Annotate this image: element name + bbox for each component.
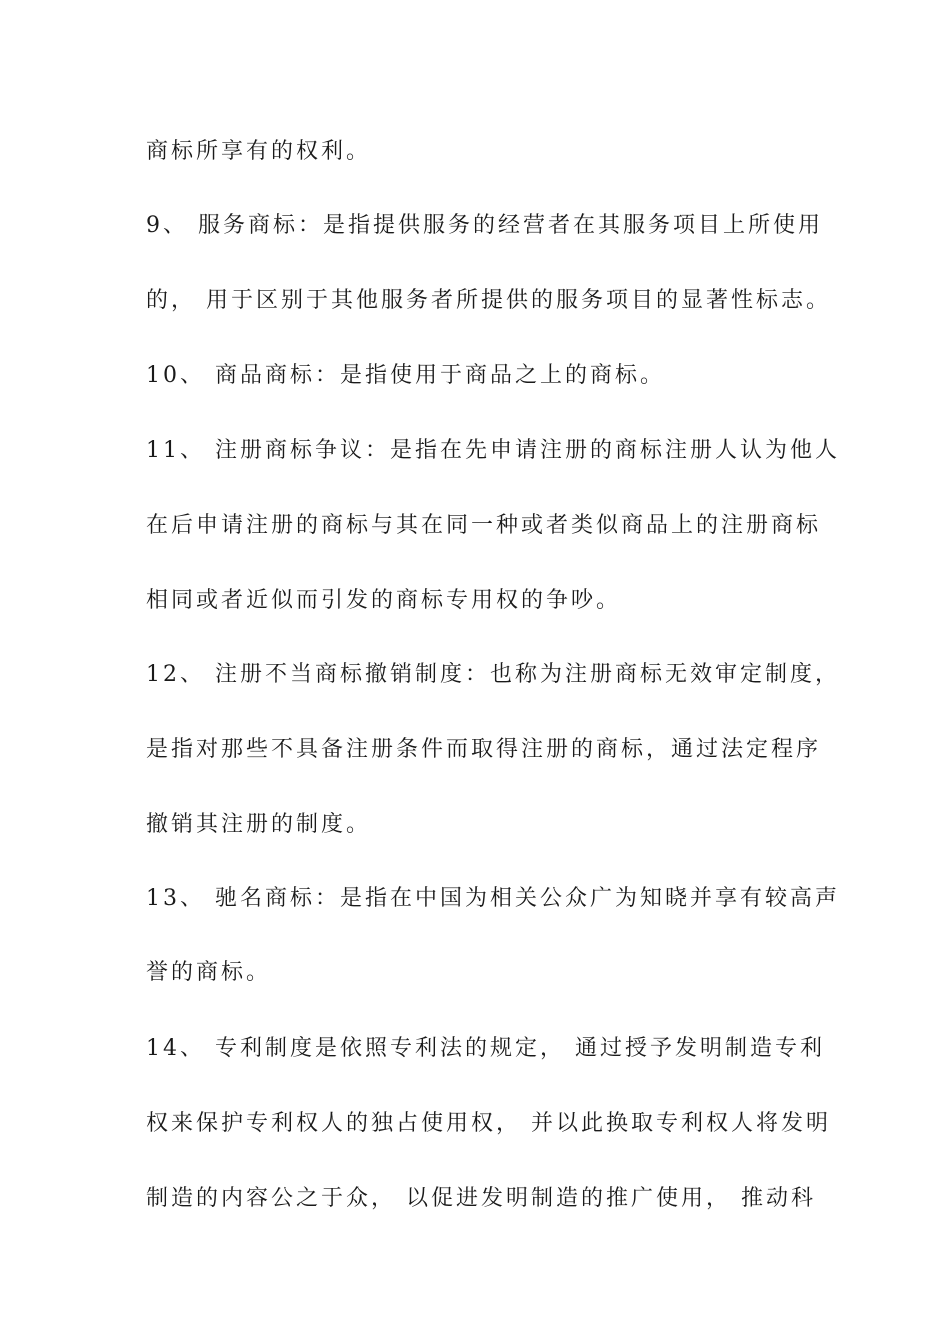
text-line: 撤销其注册的制度。 — [146, 812, 372, 837]
text-line: 相同或者近似而引发的商标专用权的争吵。 — [146, 588, 622, 613]
text-line: 是指对那些不具备注册条件而取得注册的商标，通过法定程序 — [146, 737, 822, 762]
text-line: 14、 专利制度是依照专利法的规定， 通过授予发明制造专利 — [146, 1036, 825, 1061]
text-line: 权来保护专利权人的独占使用权， 并以此换取专利权人将发明 — [146, 1111, 831, 1136]
text-line: 商标所享有的权利。 — [146, 139, 372, 164]
text-line: 在后申请注册的商标与其在同一种或者类似商品上的注册商标 — [146, 513, 822, 538]
text-line: 誉的商标。 — [146, 960, 272, 985]
text-line: 10、 商品商标：是指使用于商品之上的商标。 — [146, 363, 665, 388]
text-line: 12、 注册不当商标撤销制度：也称为注册商标无效审定制度， — [146, 662, 840, 687]
text-line: 9、 服务商标：是指提供服务的经营者在其服务项目上所使用 — [146, 213, 823, 238]
text-line: 的， 用于区别于其他服务者所提供的服务项目的显著性标志。 — [146, 288, 831, 313]
text-line: 13、 驰名商标：是指在中国为相关公众广为知晓并享有较高声 — [146, 886, 840, 911]
text-line: 11、 注册商标争议：是指在先申请注册的商标注册人认为他人 — [146, 438, 840, 463]
text-line: 制造的内容公之于众， 以促进发明制造的推广使用， 推动科 — [146, 1186, 816, 1211]
